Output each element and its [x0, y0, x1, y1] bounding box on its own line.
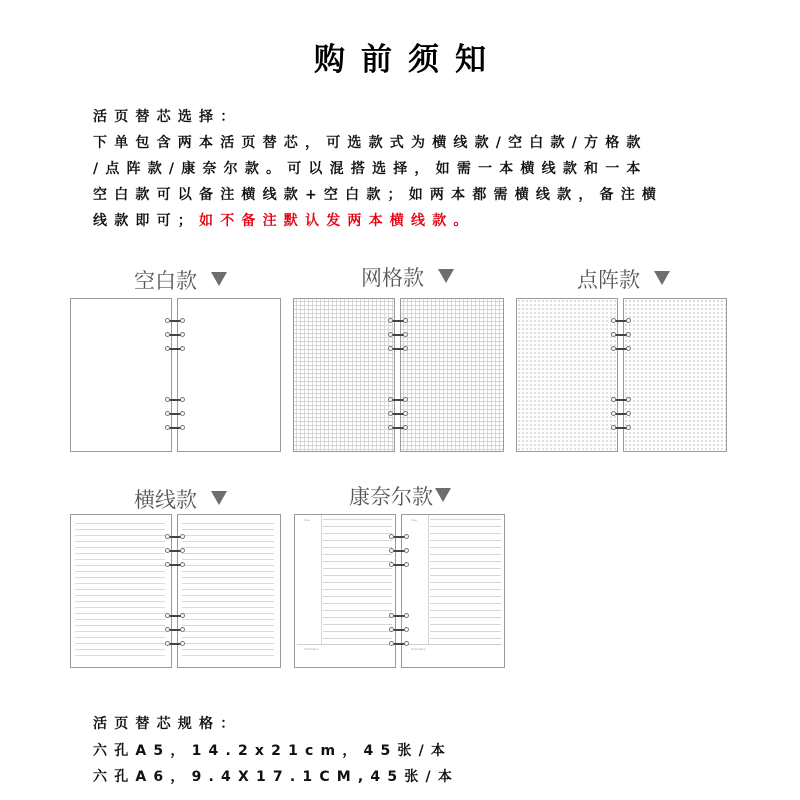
notebook-blank: [70, 298, 281, 452]
page-left: [70, 514, 172, 668]
binder-ring-icon: [388, 332, 408, 338]
binder-ring-icon: [165, 627, 185, 633]
page-left: [293, 298, 395, 452]
style-label-lined-text: 横线款: [134, 488, 197, 512]
triangle-down-icon: [211, 272, 227, 286]
binder-ring-icon: [611, 318, 631, 324]
page-right: [177, 514, 281, 668]
page-right: [623, 298, 727, 452]
binder-ring-icon: [389, 627, 409, 633]
summary-divider: [297, 644, 393, 645]
style-label-grid: [361, 262, 454, 292]
cue-column: [295, 515, 322, 645]
notice-line-2: /点阵款/康奈尔款。可以混搭选择，如需一本横线款和一本: [93, 161, 648, 177]
binder-ring-icon: [611, 332, 631, 338]
style-label-cornell-text: 康奈尔款: [349, 485, 433, 509]
summary-label: Summary: [411, 647, 426, 651]
binder-ring-icon: [388, 411, 408, 417]
binder-ring-icon: [165, 346, 185, 352]
notebook-dot: [516, 298, 727, 452]
specs-heading: 活页替芯规格：: [93, 716, 242, 732]
binder-ring-icon: [165, 411, 185, 417]
note-lines: [323, 519, 392, 645]
style-label-dot-text: 点阵款: [577, 268, 640, 292]
style-label-grid-text: 网格款: [361, 266, 424, 290]
cue-label: Cue: [304, 518, 310, 522]
notice-line-3: 空白款可以备注横线款+空白款；如两本都需横线款，备注横: [93, 187, 664, 203]
binder-ring-icon: [389, 548, 409, 554]
page-right: [177, 298, 281, 452]
triangle-down-icon: [435, 488, 451, 502]
binder-ring-icon: [165, 562, 185, 568]
binder-ring-icon: [389, 562, 409, 568]
spec-a5: 六孔A5，14.2x21cm，45张/本: [93, 742, 453, 759]
style-label-blank-text: 空白款: [134, 269, 197, 293]
notice-line-4-text: 线款即可；: [93, 213, 199, 229]
binder-ring-icon: [165, 318, 185, 324]
default-warning-text: 如不备注默认发两本横线款。: [199, 213, 475, 229]
binder-ring-icon: [388, 318, 408, 324]
binder-ring-icon: [611, 411, 631, 417]
note-lines: [430, 519, 501, 645]
binder-ring-icon: [389, 641, 409, 647]
notebook-cornell: [294, 514, 505, 668]
selection-notice: [93, 104, 713, 234]
notebook-lined: [70, 514, 281, 668]
binder-ring-icon: [388, 397, 408, 403]
style-label-lined: [134, 484, 227, 514]
triangle-down-icon: [438, 269, 454, 283]
binder-ring-icon: [165, 548, 185, 554]
binder-ring-icon: [611, 397, 631, 403]
binder-ring-icon: [165, 332, 185, 338]
spec-a6: 六孔A6，9.4X17.1CM,45张/本: [93, 769, 460, 785]
selection-heading: 活页替芯选择：: [93, 109, 242, 125]
binder-ring-icon: [389, 534, 409, 540]
style-label-cornell: [349, 481, 451, 511]
refill-specs: [93, 711, 459, 791]
cue-label: Cue: [411, 518, 417, 522]
triangle-down-icon: [654, 271, 670, 285]
page-right: [401, 514, 505, 668]
binder-ring-icon: [388, 425, 408, 431]
page-left: [70, 298, 172, 452]
triangle-down-icon: [211, 491, 227, 505]
page-title: 购前须知: [314, 42, 502, 78]
binder-ring-icon: [388, 346, 408, 352]
notice-line-4: [93, 208, 713, 234]
binder-ring-icon: [165, 397, 185, 403]
page-left: [516, 298, 618, 452]
summary-label: Summary: [304, 647, 319, 651]
binder-ring-icon: [165, 613, 185, 619]
style-label-blank: [134, 265, 227, 295]
style-label-dot: [577, 264, 670, 294]
binder-ring-icon: [165, 641, 185, 647]
binder-ring-icon: [389, 613, 409, 619]
binder-ring-icon: [611, 425, 631, 431]
page-right: [400, 298, 504, 452]
binder-ring-icon: [165, 534, 185, 540]
notice-line-1: 下单包含两本活页替芯，可选款式为横线款/空白款/方格款: [93, 135, 648, 151]
summary-divider: [404, 644, 502, 645]
binder-ring-icon: [611, 346, 631, 352]
page-left: [294, 514, 396, 668]
notebook-grid: [293, 298, 504, 452]
binder-ring-icon: [165, 425, 185, 431]
